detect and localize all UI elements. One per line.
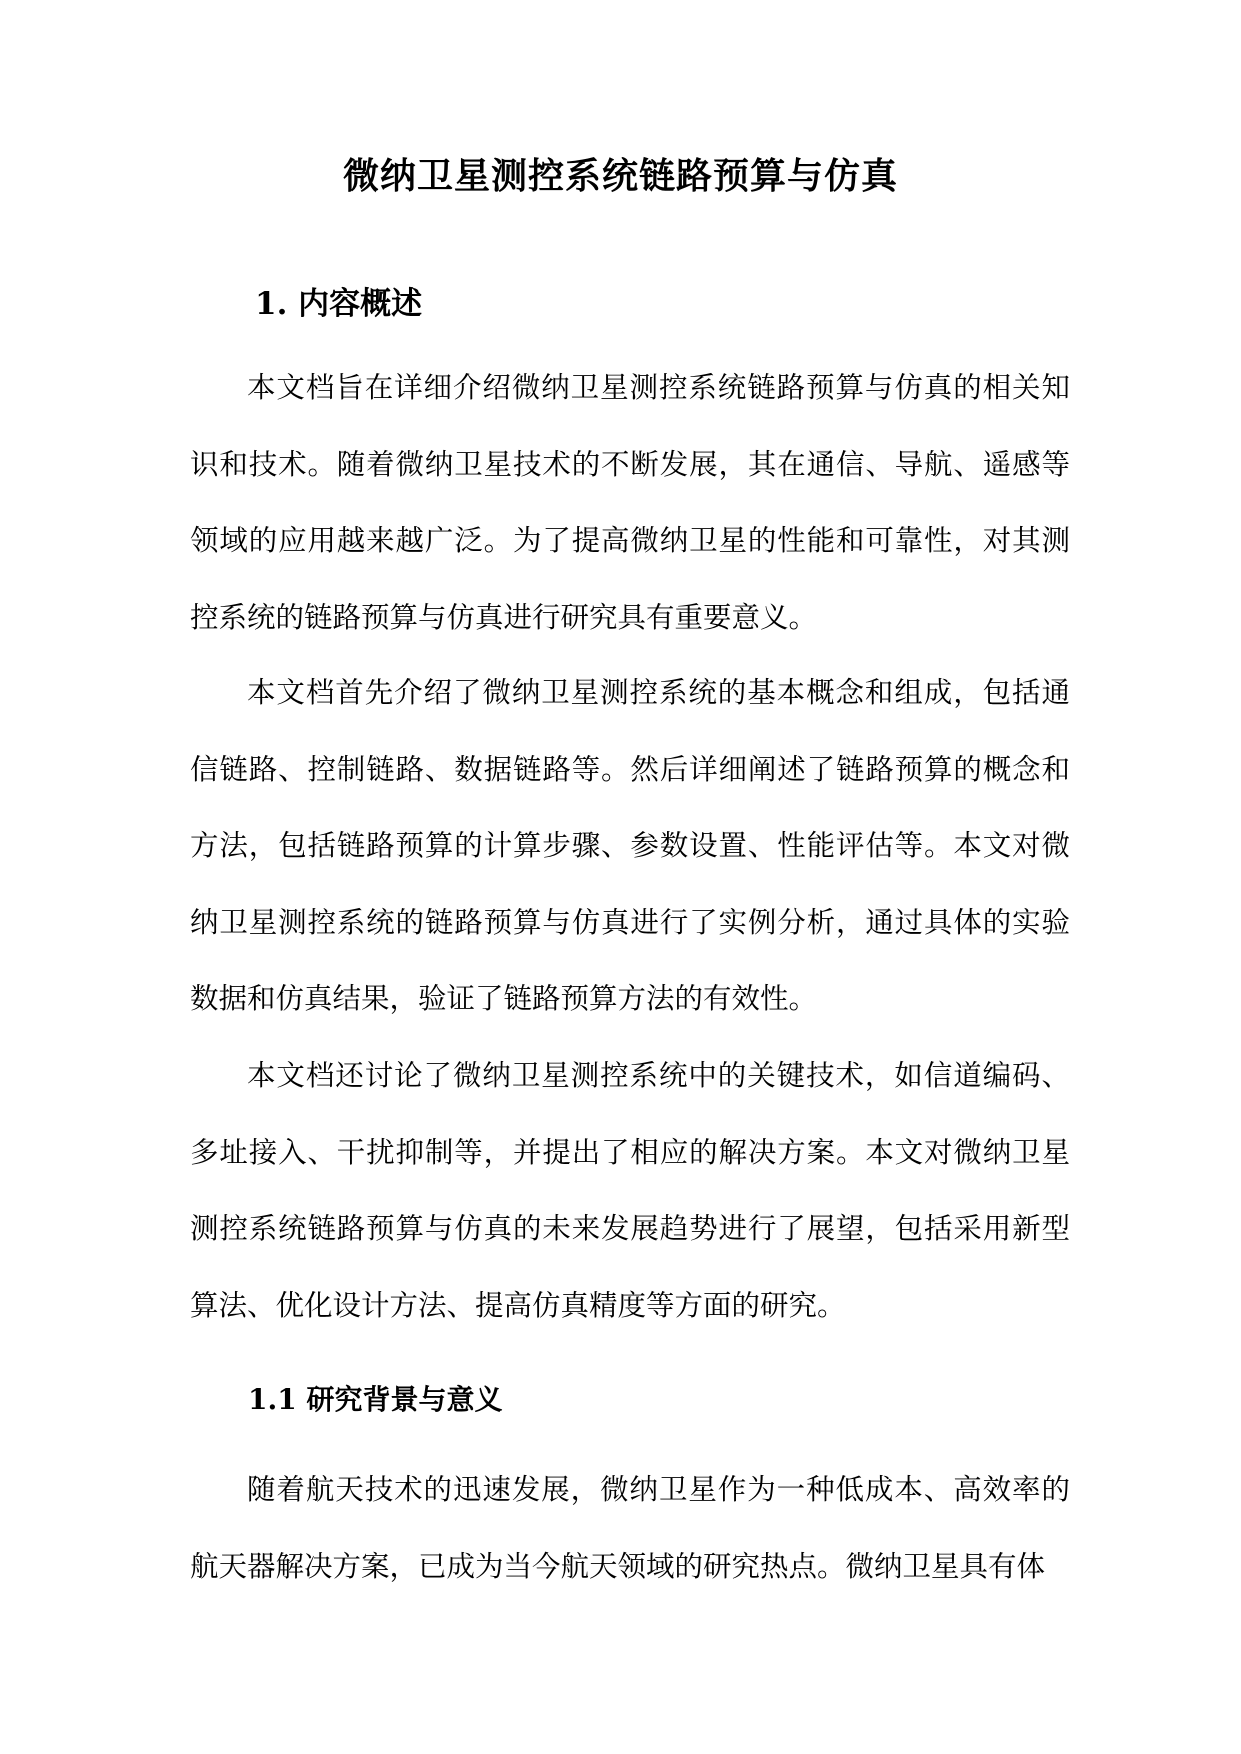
- paragraph-overview-1: 本文档旨在详细介绍微纳卫星测控系统链路预算与仿真的相关知识和技术。随着微纳卫星技术的不断发展，其在通信、导航、遥感等领域的应用越来越广泛。为了提高微纳卫星的性能和可靠性，对其测控系统的链路预算与仿真进行研究具有重要意义。: [190, 371, 1070, 634]
- paragraph-overview-2: 本文档首先介绍了微纳卫星测控系统的基本概念和组成，包括通信链路、控制链路、数据链路等。然后详细阐述了链路预算的概念和方法，包括链路预算的计算步骤、参数设置、性能评估等。本文对微纳卫星测控系统的链路预算与仿真进行了实例分析，通过具体的实验数据和仿真结果，验证了链路预算方法的有效性。: [190, 676, 1070, 1015]
- document-title: 微纳卫星测控系统链路预算与仿真: [342, 155, 898, 197]
- section-heading-1: 1. 内容概述: [255, 286, 423, 322]
- paragraph-overview-3: 本文档还讨论了微纳卫星测控系统中的关键技术，如信道编码、多址接入、干扰抑制等，并提出了相应的解决方案。本文对微纳卫星测控系统链路预算与仿真的未来发展趋势进行了展望，包括采用新型算法、优化设计方法、提高仿真精度等方面的研究。: [190, 1059, 1070, 1322]
- paragraph-background-1: 随着航天技术的迅速发展，微纳卫星作为一种低成本、高效率的航天器解决方案，已成为当今航天领域的研究热点。微纳卫星具有体: [190, 1473, 1070, 1583]
- section-heading-1-1: 1.1 研究背景与意义: [248, 1383, 503, 1416]
